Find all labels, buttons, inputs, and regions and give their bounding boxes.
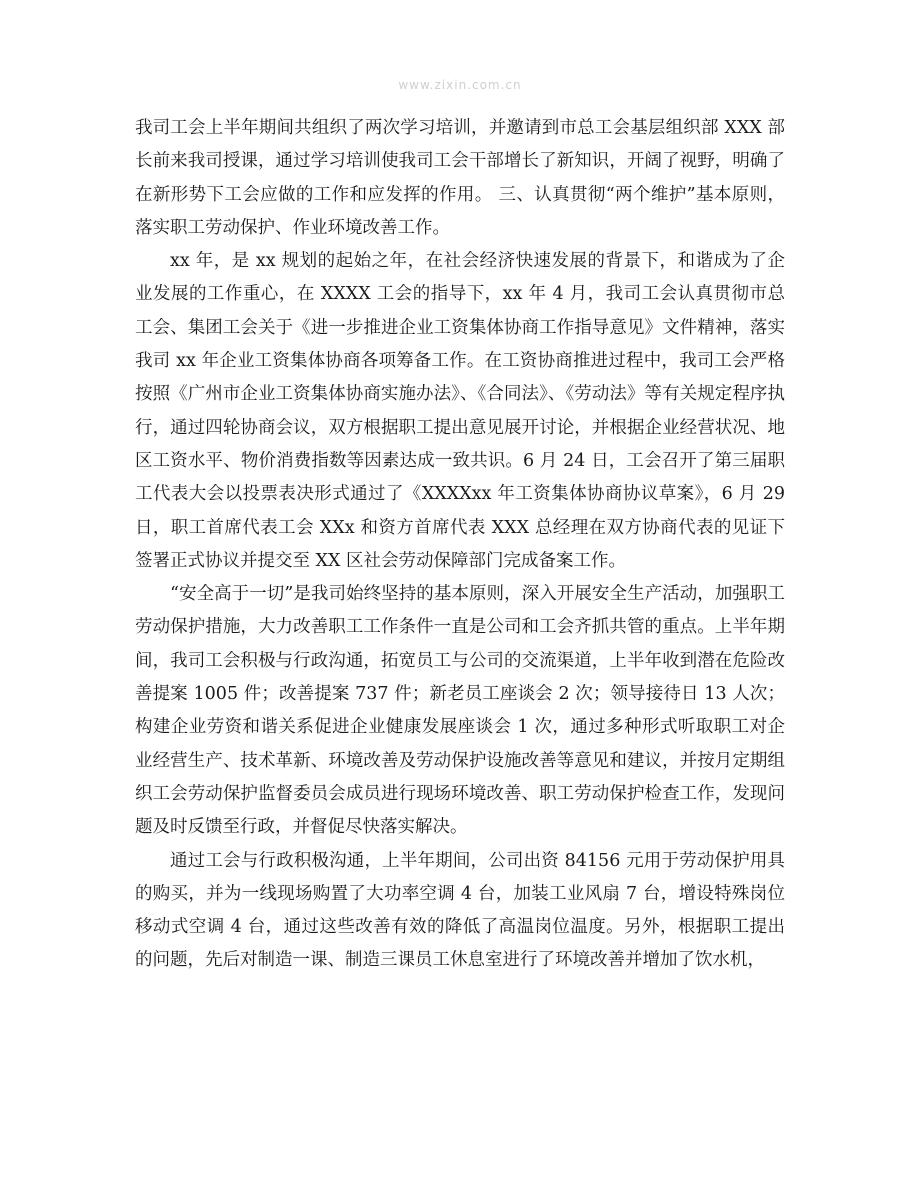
paragraph-3: “安全高于一切”是我司始终坚持的基本原则，深入开展安全生产活动，加强职工劳动保护措施，大力改善职工工作条件一直是公司和工会齐抓共管的重点。上半年期间，我司工会积极与行政沟通，拓宽员工与公司的交流渠道，上半年收到潜在危险改善提案 1005 件；改善提案 737 件；新老员工座谈会 2 次；领导接待日 13 人次；构建企业劳资和谐关系促进企业健康发展座谈会 1 次，通过多种形式听取职工对企业经营生产、技术革新、环境改善及劳动保护设施改善等意见和建议，并按月定期组织工会劳动保护监督委员会成员进行现场环境改善、职工劳动保护检查工作，发现问题及时反馈至行政，并督促尽快落实解决。: [135, 584, 785, 838]
paragraph-2: xx 年，是 xx 规划的起始之年，在社会经济快速发展的背景下，和谐成为了企业发展的工作重心，在 XXXX 工会的指导下，xx 年 4 月，我司工会认真贯彻市总工会、集团工会关于《进一步推进企业工资集体协商工作指导意见》文件精神，落实我司 xx 年企业工资集体协商各项筹备工作。在工资协商推进过程中，我司工会严格按照《广州市企业工资集体协商实施办法》、《合同法》、《劳动法》等有关规定程序执行，通过四轮协商会议，双方根据职工提出意见展开讨论，并根据企业经营状况、地区工资水平、物价消费指数等因素达成一致共识。6 月 24 日，工会召开了第三届职工代表大会以投票表决形式通过了《XXXXxx 年工资集体协商协议草案》，6 月 29 日，职工首席代表工会 XXx 和资方首席代表 XXX 总经理在双方协商代表的见证下签署正式协议并提交至 XX 区社会劳动保障部门完成备案工作。: [135, 251, 785, 571]
paragraph-4: 通过工会与行政积极沟通，上半年期间，公司出资 84156 元用于劳动保护用具的购买，并为一线现场购置了大功率空调 4 台，加装工业风扇 7 台，增设特殊岗位移动式空调 4 台，通过这些改善有效的降低了高温岗位温度。另外，根据职工提出的问题，先后对制造一课、制造三课员工休息室进行了环境改善并增加了饮水机，: [135, 850, 785, 971]
paragraph-1: 我司工会上半年期间共组织了两次学习培训，并邀请到市总工会基层组织部 XXX 部长前来我司授课，通过学习培训使我司工会干部增长了新知识，开阔了视野，明确了在新形势下工会应做的工作和应发挥的作用。 三、认真贯彻“两个维护”基本原则，落实职工劳动保护、作业环境改善工作。: [135, 118, 785, 238]
document-body: [135, 112, 785, 978]
watermark: www.zixin.com.cn: [398, 78, 522, 92]
